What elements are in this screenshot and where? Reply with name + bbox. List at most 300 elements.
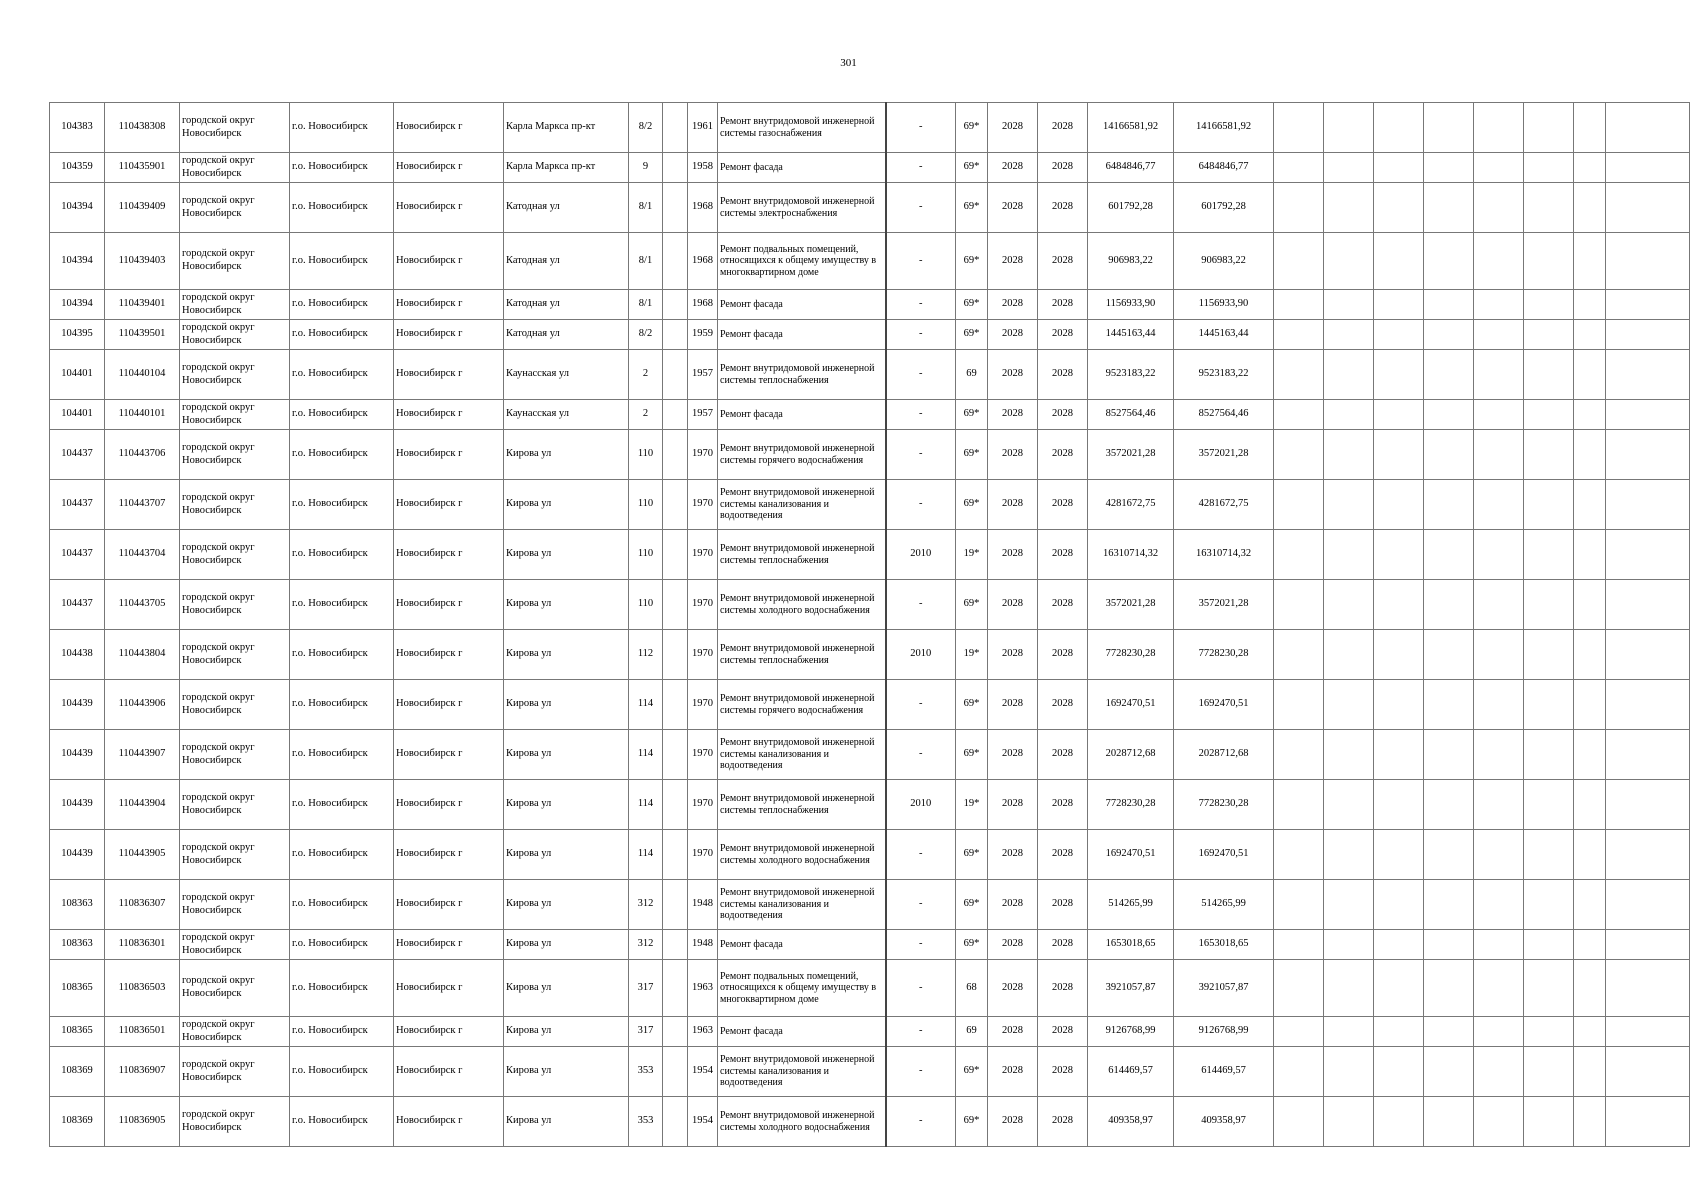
municipality-cell: городской округ Новосибирск bbox=[180, 630, 290, 680]
empty-cell bbox=[1424, 960, 1474, 1017]
plan-end-year-cell: 2028 bbox=[1038, 290, 1088, 320]
last-repair-year-cell: - bbox=[886, 103, 956, 153]
empty-cell bbox=[1424, 680, 1474, 730]
empty-cell bbox=[1274, 153, 1324, 183]
last-repair-year-cell: - bbox=[886, 183, 956, 233]
last-repair-year-cell: - bbox=[886, 580, 956, 630]
city-cell: Новосибирск г bbox=[394, 960, 504, 1017]
work-type-cell: Ремонт фасада bbox=[718, 153, 886, 183]
table-row bbox=[50, 430, 1690, 480]
plan-start-year-cell: 2028 bbox=[988, 350, 1038, 400]
empty-cell bbox=[1274, 530, 1324, 580]
house-number-cell: 110 bbox=[629, 430, 663, 480]
table-row bbox=[50, 183, 1690, 233]
house-id-cell: 108363 bbox=[50, 930, 105, 960]
plan-end-year-cell: 2028 bbox=[1038, 930, 1088, 960]
fund-cost-cell: 906983,22 bbox=[1174, 233, 1274, 290]
empty-cell bbox=[1424, 880, 1474, 930]
empty-cell bbox=[1374, 960, 1424, 1017]
fund-cost-cell: 409358,97 bbox=[1174, 1097, 1274, 1147]
empty-cell bbox=[1274, 830, 1324, 880]
empty-cell bbox=[1424, 153, 1474, 183]
work-type-cell: Ремонт фасада bbox=[718, 400, 886, 430]
empty-cell bbox=[1574, 930, 1606, 960]
wear-cell: 69* bbox=[956, 430, 988, 480]
city-cell: Новосибирск г bbox=[394, 103, 504, 153]
city-cell: Новосибирск г bbox=[394, 680, 504, 730]
street-cell: Кирова ул bbox=[504, 680, 629, 730]
plan-start-year-cell: 2028 bbox=[988, 880, 1038, 930]
house-id-cell: 104437 bbox=[50, 580, 105, 630]
empty-cell bbox=[1606, 680, 1690, 730]
city-cell: Новосибирск г bbox=[394, 1097, 504, 1147]
street-cell: Кирова ул bbox=[504, 430, 629, 480]
last-repair-year-cell: - bbox=[886, 730, 956, 780]
total-cost-cell: 6484846,77 bbox=[1088, 153, 1174, 183]
last-repair-year-cell: - bbox=[886, 830, 956, 880]
last-repair-year-cell: - bbox=[886, 480, 956, 530]
district-cell: г.о. Новосибирск bbox=[290, 680, 394, 730]
total-cost-cell: 3572021,28 bbox=[1088, 430, 1174, 480]
fund-cost-cell: 7728230,28 bbox=[1174, 630, 1274, 680]
total-cost-cell: 906983,22 bbox=[1088, 233, 1174, 290]
empty-cell bbox=[1606, 1047, 1690, 1097]
plan-start-year-cell: 2028 bbox=[988, 290, 1038, 320]
house-number-cell: 312 bbox=[629, 880, 663, 930]
municipality-cell: городской округ Новосибирск bbox=[180, 530, 290, 580]
empty-cell bbox=[1424, 1097, 1474, 1147]
municipality-cell: городской округ Новосибирск bbox=[180, 103, 290, 153]
last-repair-year-cell: 2010 bbox=[886, 630, 956, 680]
last-repair-year-cell: - bbox=[886, 290, 956, 320]
empty-cell bbox=[1424, 480, 1474, 530]
house-id-cell: 104437 bbox=[50, 480, 105, 530]
build-year-cell: 1954 bbox=[688, 1097, 718, 1147]
empty-cell bbox=[1474, 233, 1524, 290]
district-cell: г.о. Новосибирск bbox=[290, 530, 394, 580]
build-year-cell: 1954 bbox=[688, 1047, 718, 1097]
house-number-cell: 2 bbox=[629, 400, 663, 430]
empty-cell bbox=[1324, 730, 1374, 780]
work-type-cell: Ремонт фасада bbox=[718, 290, 886, 320]
empty-cell bbox=[663, 930, 688, 960]
plan-start-year-cell: 2028 bbox=[988, 1017, 1038, 1047]
build-year-cell: 1961 bbox=[688, 103, 718, 153]
empty-cell bbox=[663, 1017, 688, 1047]
empty-cell bbox=[1574, 430, 1606, 480]
empty-cell bbox=[1574, 153, 1606, 183]
district-cell: г.о. Новосибирск bbox=[290, 233, 394, 290]
empty-cell bbox=[1424, 320, 1474, 350]
table-row bbox=[50, 320, 1690, 350]
work-code-cell: 110836307 bbox=[105, 880, 180, 930]
empty-cell bbox=[1524, 680, 1574, 730]
district-cell: г.о. Новосибирск bbox=[290, 1097, 394, 1147]
city-cell: Новосибирск г bbox=[394, 880, 504, 930]
total-cost-cell: 3921057,87 bbox=[1088, 960, 1174, 1017]
district-cell: г.о. Новосибирск bbox=[290, 480, 394, 530]
empty-cell bbox=[1574, 780, 1606, 830]
wear-cell: 69* bbox=[956, 153, 988, 183]
street-cell: Карла Маркса пр-кт bbox=[504, 153, 629, 183]
empty-cell bbox=[1474, 480, 1524, 530]
house-id-cell: 104438 bbox=[50, 630, 105, 680]
empty-cell bbox=[663, 320, 688, 350]
empty-cell bbox=[1324, 430, 1374, 480]
empty-cell bbox=[663, 290, 688, 320]
street-cell: Кирова ул bbox=[504, 730, 629, 780]
table-row bbox=[50, 580, 1690, 630]
empty-cell bbox=[1574, 103, 1606, 153]
empty-cell bbox=[1474, 400, 1524, 430]
work-type-cell: Ремонт внутридомовой инженерной системы горячего водоснабжения bbox=[718, 680, 886, 730]
empty-cell bbox=[1606, 630, 1690, 680]
empty-cell bbox=[1524, 1017, 1574, 1047]
empty-cell bbox=[1524, 930, 1574, 960]
empty-cell bbox=[1324, 680, 1374, 730]
table-row bbox=[50, 730, 1690, 780]
house-id-cell: 108365 bbox=[50, 1017, 105, 1047]
empty-cell bbox=[1606, 880, 1690, 930]
house-id-cell: 104395 bbox=[50, 320, 105, 350]
plan-end-year-cell: 2028 bbox=[1038, 530, 1088, 580]
empty-cell bbox=[1424, 830, 1474, 880]
house-number-cell: 353 bbox=[629, 1097, 663, 1147]
work-type-cell: Ремонт подвальных помещений, относящихся к общему имуществу в многоквартирном доме bbox=[718, 960, 886, 1017]
house-number-cell: 114 bbox=[629, 830, 663, 880]
empty-cell bbox=[1474, 350, 1524, 400]
work-type-cell: Ремонт внутридомовой инженерной системы холодного водоснабжения bbox=[718, 1097, 886, 1147]
total-cost-cell: 4281672,75 bbox=[1088, 480, 1174, 530]
work-type-cell: Ремонт внутридомовой инженерной системы холодного водоснабжения bbox=[718, 580, 886, 630]
empty-cell bbox=[1524, 1097, 1574, 1147]
plan-end-year-cell: 2028 bbox=[1038, 103, 1088, 153]
last-repair-year-cell: - bbox=[886, 1047, 956, 1097]
wear-cell: 69* bbox=[956, 1047, 988, 1097]
empty-cell bbox=[1274, 430, 1324, 480]
total-cost-cell: 3572021,28 bbox=[1088, 580, 1174, 630]
street-cell: Кирова ул bbox=[504, 630, 629, 680]
street-cell: Кирова ул bbox=[504, 830, 629, 880]
wear-cell: 69* bbox=[956, 730, 988, 780]
empty-cell bbox=[1374, 580, 1424, 630]
house-id-cell: 104437 bbox=[50, 530, 105, 580]
plan-end-year-cell: 2028 bbox=[1038, 320, 1088, 350]
empty-cell bbox=[1324, 530, 1374, 580]
district-cell: г.о. Новосибирск bbox=[290, 1047, 394, 1097]
empty-cell bbox=[1574, 680, 1606, 730]
last-repair-year-cell: - bbox=[886, 1017, 956, 1047]
empty-cell bbox=[1474, 930, 1524, 960]
empty-cell bbox=[1524, 290, 1574, 320]
empty-cell bbox=[1524, 1047, 1574, 1097]
total-cost-cell: 9126768,99 bbox=[1088, 1017, 1174, 1047]
house-id-cell: 104401 bbox=[50, 350, 105, 400]
district-cell: г.о. Новосибирск bbox=[290, 630, 394, 680]
table-row bbox=[50, 1047, 1690, 1097]
table-row bbox=[50, 153, 1690, 183]
wear-cell: 69 bbox=[956, 350, 988, 400]
table-row bbox=[50, 1017, 1690, 1047]
empty-cell bbox=[1524, 183, 1574, 233]
last-repair-year-cell: 2010 bbox=[886, 530, 956, 580]
fund-cost-cell: 3572021,28 bbox=[1174, 580, 1274, 630]
empty-cell bbox=[1474, 680, 1524, 730]
fund-cost-cell: 3572021,28 bbox=[1174, 430, 1274, 480]
build-year-cell: 1970 bbox=[688, 830, 718, 880]
plan-end-year-cell: 2028 bbox=[1038, 680, 1088, 730]
table-row bbox=[50, 630, 1690, 680]
city-cell: Новосибирск г bbox=[394, 580, 504, 630]
empty-cell bbox=[1324, 960, 1374, 1017]
work-code-cell: 110439401 bbox=[105, 290, 180, 320]
total-cost-cell: 7728230,28 bbox=[1088, 630, 1174, 680]
municipality-cell: городской округ Новосибирск bbox=[180, 350, 290, 400]
empty-cell bbox=[1574, 480, 1606, 530]
plan-end-year-cell: 2028 bbox=[1038, 630, 1088, 680]
district-cell: г.о. Новосибирск bbox=[290, 780, 394, 830]
empty-cell bbox=[1474, 580, 1524, 630]
build-year-cell: 1968 bbox=[688, 290, 718, 320]
city-cell: Новосибирск г bbox=[394, 1047, 504, 1097]
build-year-cell: 1970 bbox=[688, 630, 718, 680]
plan-start-year-cell: 2028 bbox=[988, 630, 1038, 680]
district-cell: г.о. Новосибирск bbox=[290, 730, 394, 780]
empty-cell bbox=[1374, 480, 1424, 530]
empty-cell bbox=[1324, 183, 1374, 233]
fund-cost-cell: 614469,57 bbox=[1174, 1047, 1274, 1097]
total-cost-cell: 14166581,92 bbox=[1088, 103, 1174, 153]
table-row bbox=[50, 930, 1690, 960]
empty-cell bbox=[1474, 153, 1524, 183]
empty-cell bbox=[1574, 880, 1606, 930]
city-cell: Новосибирск г bbox=[394, 530, 504, 580]
empty-cell bbox=[1324, 580, 1374, 630]
empty-cell bbox=[663, 430, 688, 480]
street-cell: Каунасская ул bbox=[504, 400, 629, 430]
empty-cell bbox=[663, 580, 688, 630]
work-code-cell: 110443804 bbox=[105, 630, 180, 680]
table-row bbox=[50, 233, 1690, 290]
empty-cell bbox=[1274, 1047, 1324, 1097]
build-year-cell: 1959 bbox=[688, 320, 718, 350]
work-type-cell: Ремонт внутридомовой инженерной системы канализования и водоотведения bbox=[718, 480, 886, 530]
empty-cell bbox=[1424, 233, 1474, 290]
municipality-cell: городской округ Новосибирск bbox=[180, 730, 290, 780]
plan-end-year-cell: 2028 bbox=[1038, 430, 1088, 480]
empty-cell bbox=[1574, 730, 1606, 780]
empty-cell bbox=[1606, 290, 1690, 320]
work-code-cell: 110836905 bbox=[105, 1097, 180, 1147]
wear-cell: 69 bbox=[956, 1017, 988, 1047]
empty-cell bbox=[1374, 830, 1424, 880]
house-number-cell: 8/2 bbox=[629, 320, 663, 350]
plan-start-year-cell: 2028 bbox=[988, 580, 1038, 630]
work-type-cell: Ремонт внутридомовой инженерной системы холодного водоснабжения bbox=[718, 830, 886, 880]
city-cell: Новосибирск г bbox=[394, 290, 504, 320]
district-cell: г.о. Новосибирск bbox=[290, 153, 394, 183]
work-type-cell: Ремонт внутридомовой инженерной системы теплоснабжения bbox=[718, 530, 886, 580]
empty-cell bbox=[1274, 290, 1324, 320]
empty-cell bbox=[1374, 430, 1424, 480]
house-number-cell: 114 bbox=[629, 680, 663, 730]
plan-start-year-cell: 2028 bbox=[988, 830, 1038, 880]
city-cell: Новосибирск г bbox=[394, 430, 504, 480]
empty-cell bbox=[1374, 1017, 1424, 1047]
empty-cell bbox=[1474, 830, 1524, 880]
empty-cell bbox=[1274, 350, 1324, 400]
fund-cost-cell: 7728230,28 bbox=[1174, 780, 1274, 830]
plan-end-year-cell: 2028 bbox=[1038, 233, 1088, 290]
house-number-cell: 110 bbox=[629, 480, 663, 530]
work-code-cell: 110836907 bbox=[105, 1047, 180, 1097]
house-number-cell: 8/1 bbox=[629, 290, 663, 320]
last-repair-year-cell: - bbox=[886, 320, 956, 350]
house-number-cell: 8/1 bbox=[629, 183, 663, 233]
empty-cell bbox=[1524, 780, 1574, 830]
empty-cell bbox=[1474, 730, 1524, 780]
empty-cell bbox=[1524, 233, 1574, 290]
empty-cell bbox=[1574, 530, 1606, 580]
empty-cell bbox=[1606, 930, 1690, 960]
empty-cell bbox=[1606, 103, 1690, 153]
street-cell: Кирова ул bbox=[504, 960, 629, 1017]
build-year-cell: 1963 bbox=[688, 1017, 718, 1047]
empty-cell bbox=[1474, 183, 1524, 233]
build-year-cell: 1970 bbox=[688, 580, 718, 630]
work-code-cell: 110439409 bbox=[105, 183, 180, 233]
work-type-cell: Ремонт внутридомовой инженерной системы канализования и водоотведения bbox=[718, 880, 886, 930]
empty-cell bbox=[663, 880, 688, 930]
district-cell: г.о. Новосибирск bbox=[290, 580, 394, 630]
last-repair-year-cell: - bbox=[886, 233, 956, 290]
wear-cell: 69* bbox=[956, 400, 988, 430]
empty-cell bbox=[1424, 930, 1474, 960]
empty-cell bbox=[1524, 830, 1574, 880]
wear-cell: 68 bbox=[956, 960, 988, 1017]
wear-cell: 69* bbox=[956, 1097, 988, 1147]
empty-cell bbox=[1574, 1047, 1606, 1097]
empty-cell bbox=[1474, 430, 1524, 480]
total-cost-cell: 1445163,44 bbox=[1088, 320, 1174, 350]
house-number-cell: 110 bbox=[629, 530, 663, 580]
empty-cell bbox=[1606, 320, 1690, 350]
empty-cell bbox=[663, 400, 688, 430]
empty-cell bbox=[1374, 530, 1424, 580]
house-number-cell: 317 bbox=[629, 960, 663, 1017]
empty-cell bbox=[1474, 320, 1524, 350]
empty-cell bbox=[1474, 880, 1524, 930]
district-cell: г.о. Новосибирск bbox=[290, 183, 394, 233]
empty-cell bbox=[1324, 350, 1374, 400]
municipality-cell: городской округ Новосибирск bbox=[180, 780, 290, 830]
build-year-cell: 1958 bbox=[688, 153, 718, 183]
plan-start-year-cell: 2028 bbox=[988, 233, 1038, 290]
municipality-cell: городской округ Новосибирск bbox=[180, 960, 290, 1017]
work-type-cell: Ремонт внутридомовой инженерной системы горячего водоснабжения bbox=[718, 430, 886, 480]
house-id-cell: 104383 bbox=[50, 103, 105, 153]
empty-cell bbox=[1424, 183, 1474, 233]
empty-cell bbox=[1374, 290, 1424, 320]
work-code-cell: 110438308 bbox=[105, 103, 180, 153]
house-number-cell: 9 bbox=[629, 153, 663, 183]
table-row bbox=[50, 960, 1690, 1017]
plan-end-year-cell: 2028 bbox=[1038, 153, 1088, 183]
house-id-cell: 108365 bbox=[50, 960, 105, 1017]
work-code-cell: 110443904 bbox=[105, 780, 180, 830]
plan-end-year-cell: 2028 bbox=[1038, 780, 1088, 830]
empty-cell bbox=[1474, 530, 1524, 580]
municipality-cell: городской округ Новосибирск bbox=[180, 1047, 290, 1097]
work-type-cell: Ремонт фасада bbox=[718, 320, 886, 350]
city-cell: Новосибирск г bbox=[394, 350, 504, 400]
municipality-cell: городской округ Новосибирск bbox=[180, 480, 290, 530]
empty-cell bbox=[1424, 430, 1474, 480]
empty-cell bbox=[1374, 730, 1424, 780]
empty-cell bbox=[1324, 930, 1374, 960]
empty-cell bbox=[1474, 103, 1524, 153]
last-repair-year-cell: - bbox=[886, 350, 956, 400]
district-cell: г.о. Новосибирск bbox=[290, 930, 394, 960]
wear-cell: 19* bbox=[956, 780, 988, 830]
empty-cell bbox=[1324, 103, 1374, 153]
table-row bbox=[50, 680, 1690, 730]
last-repair-year-cell: 2010 bbox=[886, 780, 956, 830]
last-repair-year-cell: - bbox=[886, 1097, 956, 1147]
empty-cell bbox=[1524, 430, 1574, 480]
city-cell: Новосибирск г bbox=[394, 320, 504, 350]
plan-start-year-cell: 2028 bbox=[988, 320, 1038, 350]
municipality-cell: городской округ Новосибирск bbox=[180, 430, 290, 480]
fund-cost-cell: 1156933,90 bbox=[1174, 290, 1274, 320]
build-year-cell: 1968 bbox=[688, 233, 718, 290]
empty-cell bbox=[1606, 1017, 1690, 1047]
house-id-cell: 104439 bbox=[50, 730, 105, 780]
fund-cost-cell: 1692470,51 bbox=[1174, 680, 1274, 730]
empty-cell bbox=[663, 233, 688, 290]
street-cell: Катодная ул bbox=[504, 320, 629, 350]
last-repair-year-cell: - bbox=[886, 400, 956, 430]
table-row bbox=[50, 1097, 1690, 1147]
empty-cell bbox=[663, 630, 688, 680]
work-code-cell: 110443905 bbox=[105, 830, 180, 880]
last-repair-year-cell: - bbox=[886, 930, 956, 960]
house-number-cell: 312 bbox=[629, 930, 663, 960]
empty-cell bbox=[663, 350, 688, 400]
city-cell: Новосибирск г bbox=[394, 183, 504, 233]
empty-cell bbox=[1524, 400, 1574, 430]
fund-cost-cell: 2028712,68 bbox=[1174, 730, 1274, 780]
wear-cell: 19* bbox=[956, 630, 988, 680]
empty-cell bbox=[1524, 480, 1574, 530]
empty-cell bbox=[1474, 1097, 1524, 1147]
fund-cost-cell: 9126768,99 bbox=[1174, 1017, 1274, 1047]
empty-cell bbox=[1274, 780, 1324, 830]
empty-cell bbox=[1474, 1047, 1524, 1097]
empty-cell bbox=[1574, 290, 1606, 320]
empty-cell bbox=[1374, 153, 1424, 183]
fund-cost-cell: 6484846,77 bbox=[1174, 153, 1274, 183]
empty-cell bbox=[1424, 400, 1474, 430]
empty-cell bbox=[663, 780, 688, 830]
empty-cell bbox=[1574, 350, 1606, 400]
empty-cell bbox=[663, 153, 688, 183]
empty-cell bbox=[1524, 320, 1574, 350]
empty-cell bbox=[1524, 153, 1574, 183]
plan-start-year-cell: 2028 bbox=[988, 480, 1038, 530]
empty-cell bbox=[1606, 480, 1690, 530]
empty-cell bbox=[1274, 1097, 1324, 1147]
